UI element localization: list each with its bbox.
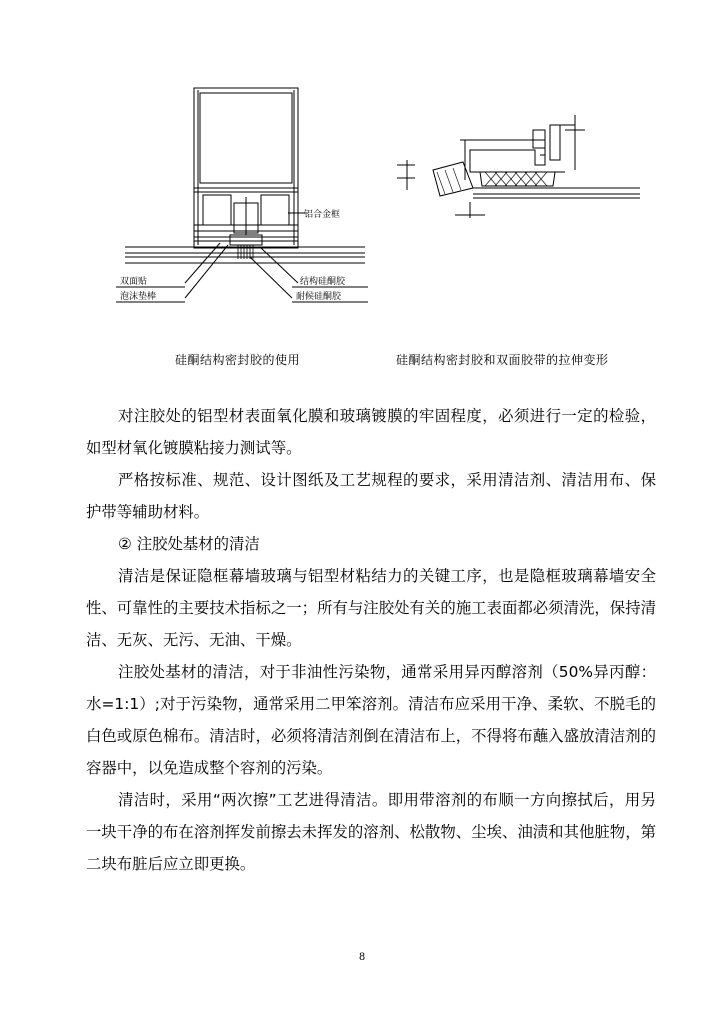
figure-right-tensile-deformation <box>385 110 645 240</box>
paragraph-cleaning-materials: 严格按标准、规范、设计图纸及工艺规程的要求，采用清洁剂、清洁用布、保护带等辅助材料。 <box>86 471 656 521</box>
sealant-usage-diagram <box>110 85 380 330</box>
page-number: 8 <box>358 952 366 963</box>
paragraph-solvent-usage: 注胶处基材的清洁，对于非油性污染物，通常采用异丙醇溶剂（50%异丙醇：水=1:1）;对于污染物，通常采用二甲笨溶剂。清洁布应采用干净、柔软、不脱毛的白色或原色棉布。清洁时，必须将清洁剂倒在清洁布上，不得将布蘸入盛放清洁剂的容器中，以免造成整个容剂的污染。 <box>86 663 656 777</box>
figure-left-caption: 硅酮结构密封胶的使用 <box>175 353 301 367</box>
paragraph-oxide-film-check: 对注胶处的铝型材表面氧化膜和玻璃镀膜的牢固程度，必须进行一定的检验，如型材氧化镀膜粘接力测试等。 <box>86 407 656 457</box>
label-structural-silicone: 结构硅酮胶 <box>300 277 346 287</box>
tensile-deformation-diagram <box>385 110 645 240</box>
label-double-sided-tape: 双面贴 <box>120 277 148 287</box>
figure-right-caption: 硅酮结构密封胶和双面胶带的拉伸变形 <box>396 353 609 367</box>
paragraph-cleaning-importance: 清洁是保证隐框幕墙玻璃与铝型材粘结力的关键工序，也是隐框玻璃幕墙安全性、可靠性的主要技术指标之一；所有与注胶处有关的施工表面都必须清洗，保持清洁、无灰、无污、无油、干燥。 <box>86 567 656 649</box>
label-weather-silicone: 耐候硅酮胶 <box>296 292 342 302</box>
label-aluminum-frame: 铝合金框 <box>304 210 341 220</box>
paragraph-double-wipe: 清洁时，采用“两次擦”工艺进得清洁。即用带溶剂的布顺一方向擦拭后，用另一块干净的布在溶剂挥发前擦去未挥发的溶剂、松散物、尘埃、油渍和其他脏物，第二块布脏后应立即更换。 <box>86 791 656 873</box>
label-foam-backer: 泡沫垫棒 <box>120 292 157 302</box>
section-heading-substrate-cleaning: ② 注胶处基材的清洁 <box>118 535 260 553</box>
figure-left-sealant-usage <box>110 85 380 330</box>
